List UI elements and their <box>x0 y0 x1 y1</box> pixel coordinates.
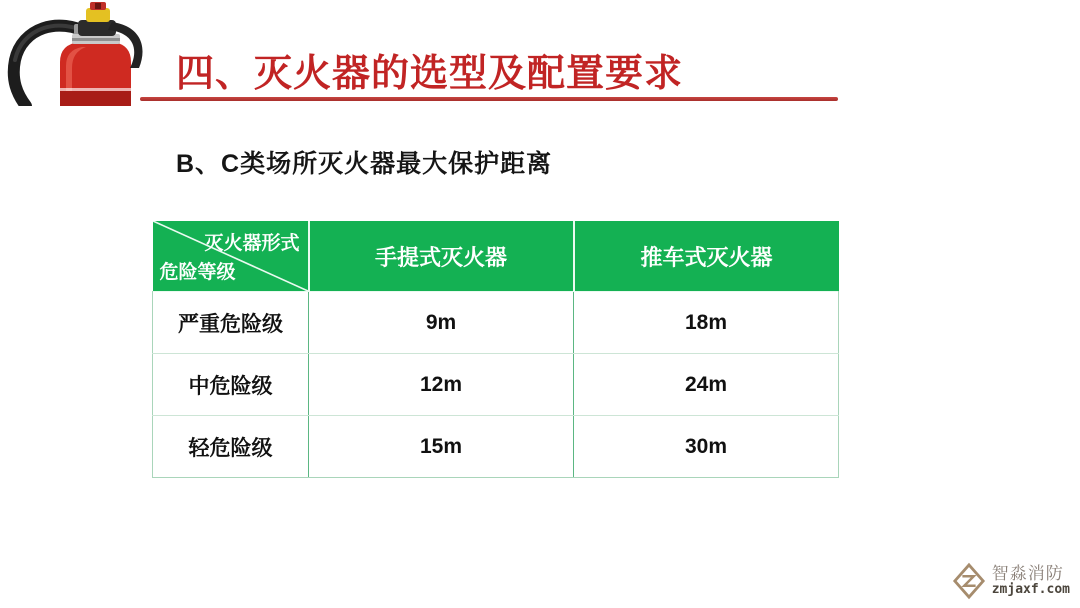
row-label-severe: 严重危险级 <box>153 292 309 354</box>
watermark-brand-name: 智淼消防 <box>991 564 1064 584</box>
cell-light-portable: 15m <box>309 416 574 478</box>
fire-extinguisher-icon <box>0 0 152 106</box>
table-header-row <box>153 221 839 292</box>
cell-severe-wheeled: 18m <box>574 292 839 354</box>
zhimiao-diamond-logo-icon <box>952 562 986 600</box>
corner-header-cell <box>153 221 309 292</box>
row-label-light: 轻危险级 <box>153 416 309 478</box>
table-row <box>153 416 839 478</box>
cell-medium-wheeled: 24m <box>574 354 839 416</box>
cell-light-wheeled: 30m <box>574 416 839 478</box>
cell-medium-portable: 12m <box>309 354 574 416</box>
watermark <box>952 562 1070 600</box>
cell-severe-portable: 9m <box>309 292 574 354</box>
page-title: 四、灭火器的选型及配置要求 <box>176 53 684 95</box>
fire-extinguisher-photo <box>0 0 152 106</box>
column-header-portable: 手提式灭火器 <box>309 221 574 292</box>
corner-label-hazard-level: 危险等级 <box>159 262 236 283</box>
slide-subtitle: B、C类场所灭火器最大保护距离 <box>176 150 553 178</box>
protection-distance-table <box>152 221 838 478</box>
watermark-site-url: zmjaxf.com <box>991 582 1070 598</box>
title-underline <box>140 97 838 101</box>
row-label-medium: 中危险级 <box>153 354 309 416</box>
column-header-wheeled: 推车式灭火器 <box>574 221 839 292</box>
table-row <box>153 354 839 416</box>
corner-label-extinguisher-type: 灭火器形式 <box>204 233 300 254</box>
table-row <box>153 292 839 354</box>
